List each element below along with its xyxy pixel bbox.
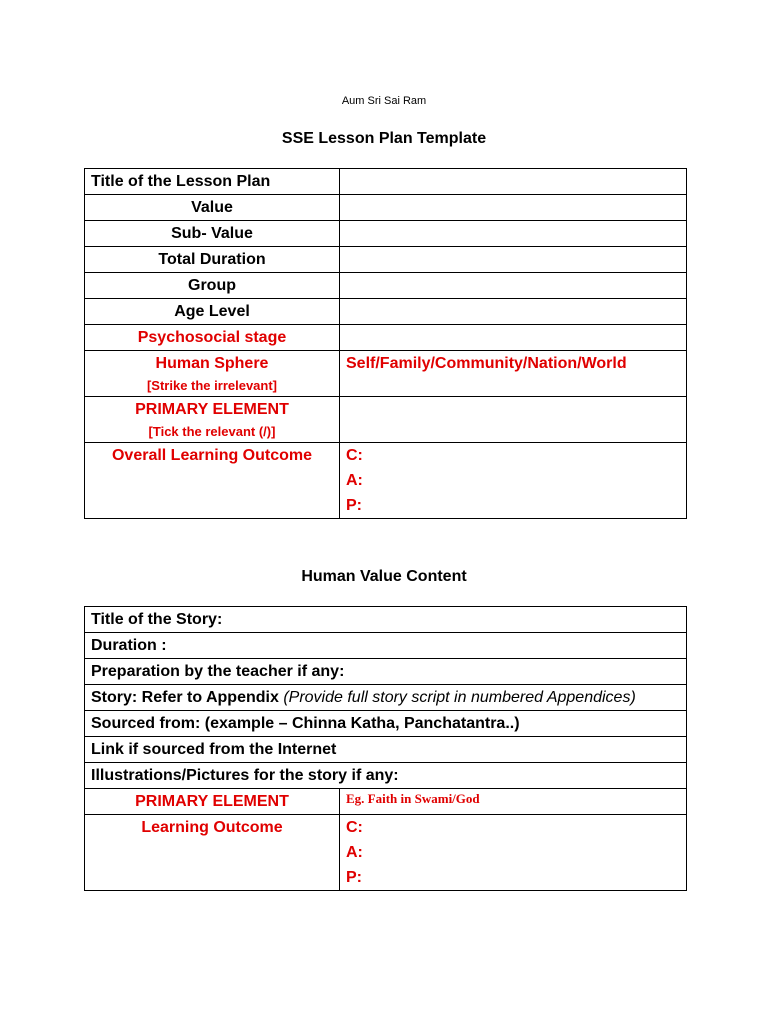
table-row — [85, 195, 687, 221]
table-row — [85, 607, 687, 633]
value-cell[interactable] — [340, 195, 687, 221]
table-row — [85, 685, 687, 711]
primary-note: [Tick the relevant (/)] — [148, 424, 276, 439]
story-outcome-p: P: — [346, 869, 362, 886]
story-outcome-label: Learning Outcome — [85, 815, 340, 891]
table-row — [85, 221, 687, 247]
page-title: SSE Lesson Plan Template — [281, 130, 487, 147]
story-outcome-a: A: — [346, 844, 363, 861]
primary-cell[interactable] — [340, 397, 687, 443]
table-row — [85, 351, 687, 397]
story-label: Story: Refer to Appendix — [91, 689, 279, 706]
table-row — [85, 273, 687, 299]
psychosocial-label: Psychosocial stage — [85, 325, 340, 351]
illustrations-row[interactable]: Illustrations/Pictures for the story if any: — [85, 763, 687, 789]
table-row — [85, 169, 687, 195]
table-row — [85, 737, 687, 763]
age-label: Age Level — [85, 299, 340, 325]
story-primary-example[interactable]: Eg. Faith in Swami/God — [340, 789, 687, 815]
table-row — [85, 247, 687, 273]
link-row[interactable]: Link if sourced from the Internet — [85, 737, 687, 763]
story-row[interactable] — [85, 685, 687, 711]
story-outcome-c: C: — [346, 819, 363, 836]
subvalue-label: Sub- Value — [85, 221, 340, 247]
table-row — [85, 325, 687, 351]
title-value-cell[interactable] — [340, 169, 687, 195]
table-row — [85, 815, 687, 891]
primary-label: PRIMARY ELEMENT — [135, 401, 289, 418]
table-row — [85, 659, 687, 685]
age-cell[interactable] — [340, 299, 687, 325]
header-invocation: Aum Sri Sai Ram — [341, 95, 427, 107]
title-label: Title of the Lesson Plan — [85, 169, 340, 195]
story-primary-label: PRIMARY ELEMENT — [85, 789, 340, 815]
section-heading: Human Value Content — [301, 568, 467, 585]
story-instruction: (Provide full story script in numbered Appendices) — [283, 689, 636, 706]
subvalue-cell[interactable] — [340, 221, 687, 247]
table-row — [85, 789, 687, 815]
group-cell[interactable] — [340, 273, 687, 299]
group-label: Group — [85, 273, 340, 299]
value-label: Value — [85, 195, 340, 221]
duration-cell[interactable] — [340, 247, 687, 273]
table-row — [85, 397, 687, 443]
outcome-a: A: — [346, 472, 363, 489]
table-row — [85, 443, 687, 519]
sourced-row[interactable]: Sourced from: (example – Chinna Katha, Panchatantra..) — [85, 711, 687, 737]
psychosocial-cell[interactable] — [340, 325, 687, 351]
sphere-value[interactable]: Self/Family/Community/Nation/World — [340, 351, 687, 397]
table-row — [85, 763, 687, 789]
primary-label-cell — [85, 397, 340, 443]
story-outcome-cell[interactable] — [340, 815, 687, 891]
sphere-label: Human Sphere — [155, 355, 269, 372]
human-value-content-table — [84, 606, 687, 891]
table-row — [85, 299, 687, 325]
sphere-note: [Strike the irrelevant] — [146, 378, 278, 393]
sphere-label-cell — [85, 351, 340, 397]
duration-row[interactable]: Duration : — [85, 633, 687, 659]
outcome-p: P: — [346, 497, 362, 514]
outcome-c: C: — [346, 447, 363, 464]
table-row — [85, 633, 687, 659]
story-title-row[interactable]: Title of the Story: — [85, 607, 687, 633]
outcome-label: Overall Learning Outcome — [85, 443, 340, 519]
duration-label: Total Duration — [85, 247, 340, 273]
outcome-cell[interactable] — [340, 443, 687, 519]
preparation-row[interactable]: Preparation by the teacher if any: — [85, 659, 687, 685]
lesson-plan-table — [84, 168, 687, 519]
table-row — [85, 711, 687, 737]
